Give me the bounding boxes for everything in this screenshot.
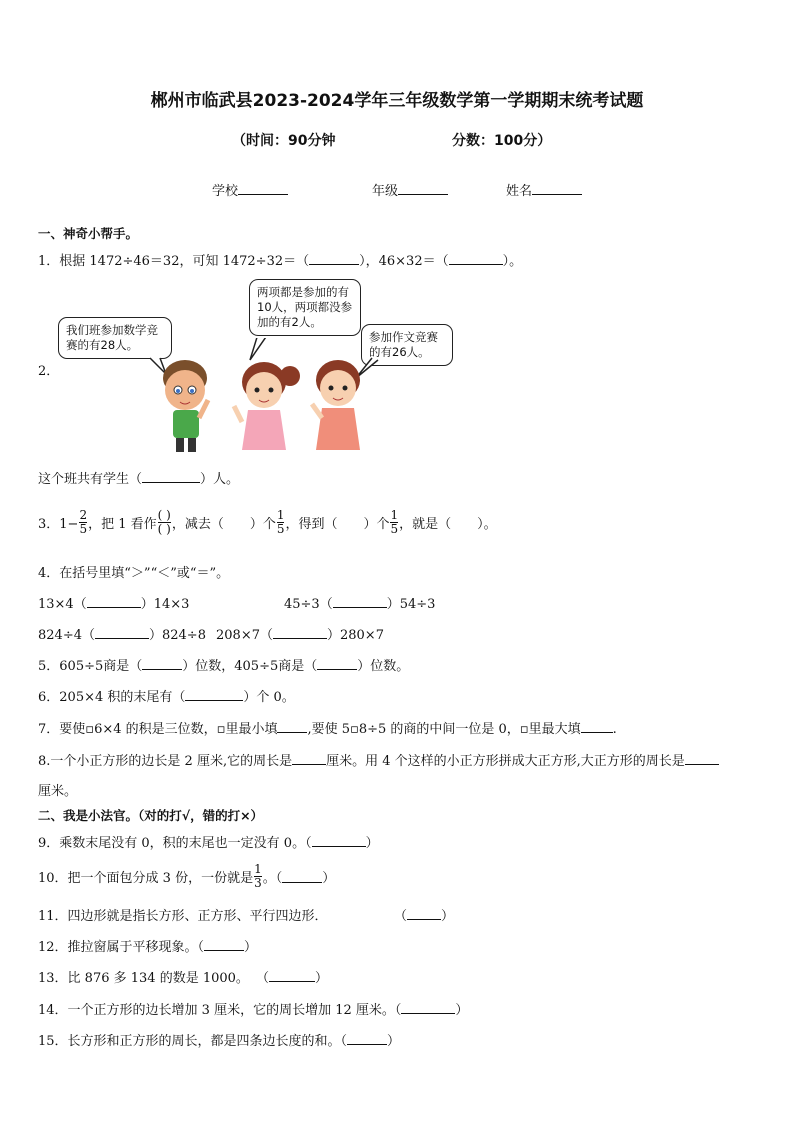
children-illustration bbox=[140, 338, 380, 456]
grade-field[interactable] bbox=[372, 180, 448, 199]
compare-item: 824÷4（ ）824÷8 bbox=[38, 628, 206, 643]
school-label: 学校 bbox=[212, 184, 239, 199]
fraction: $\frac{2}{5}$ bbox=[79, 507, 88, 536]
question-14: 14．一个正方形的边长增加 3 厘米，它的周长增加 12 厘米。（ ） bbox=[38, 1003, 469, 1018]
answer-blank[interactable] bbox=[449, 252, 503, 265]
answer-blank[interactable] bbox=[292, 752, 326, 765]
answer-blank[interactable] bbox=[142, 470, 200, 483]
question-11-answer: （ ） bbox=[394, 909, 455, 924]
question-9: 9．乘数末尾没有 0，积的末尾也一定没有 0。（ ） bbox=[38, 836, 379, 851]
question-3: 3．1− $\frac{2}{5}$ ，把 1 看作 $\frac{( )}{( )}$ ，减去（ ）个 $\frac{1}{5}$ ，得到（ ）个 $\frac{1}{5}$ ，就是（ ）。 bbox=[38, 507, 497, 536]
answer-blank[interactable] bbox=[277, 720, 307, 733]
question-5: 5．605÷5商是（ ）位数，405÷5商是（ ）位数。 bbox=[38, 659, 410, 674]
answer-blank[interactable] bbox=[401, 1001, 455, 1014]
question-8-line-1: 8.一个小正方形的边长是 2 厘米,它的周长是 厘米。用 4 个这样的小正方形拼成大正方形,大正方形的周长是 bbox=[38, 750, 719, 769]
question-12: 12．推拉窗属于平移现象。（ ） bbox=[38, 940, 258, 955]
exam-title: 郴州市临武县2023-2024学年三年级数学第一学期期末统考试题 bbox=[150, 91, 644, 111]
answer-blank[interactable] bbox=[309, 252, 359, 265]
section-1-heading: 一、神奇小帮手。 bbox=[38, 226, 139, 241]
compare-item: 208×7（ ）280×7 bbox=[216, 628, 384, 643]
question-11: 11．四边形就是指长方形、正方形、平行四边形． bbox=[38, 909, 328, 924]
compare-item: 45÷3（ ）54÷3 bbox=[284, 597, 436, 612]
time-label: （时间：90分钟 bbox=[232, 133, 336, 149]
name-label: 姓名 bbox=[506, 184, 533, 199]
answer-blank[interactable] bbox=[142, 657, 182, 670]
answer-blank[interactable] bbox=[333, 595, 387, 608]
fraction: $\frac{1}{5}$ bbox=[390, 507, 399, 536]
answer-blank[interactable] bbox=[273, 626, 327, 639]
fraction: $\frac{1}{5}$ bbox=[276, 507, 285, 536]
name-blank[interactable] bbox=[532, 182, 582, 195]
answer-blank[interactable] bbox=[317, 657, 357, 670]
answer-blank[interactable] bbox=[347, 1032, 387, 1045]
question-4-instruction: 4．在括号里填“＞”“＜”或“＝”。 bbox=[38, 566, 230, 581]
question-2-number: 2． bbox=[38, 364, 60, 379]
name-field[interactable] bbox=[506, 180, 582, 199]
question-2-text: 这个班共有学生（ ）人。 bbox=[38, 472, 240, 487]
question-6: 6．205×4 积的末尾有（ ）个 0。 bbox=[38, 690, 295, 705]
speech-bubble-boy: 我们班参加数学竞赛的有28人。 bbox=[58, 317, 172, 359]
question-7: 7．要使▫6×4 的积是三位数，▫里最小填 ,要使 5▫8÷5 的商的中间一位是 0，▫里最大填 . bbox=[38, 722, 617, 737]
boy-icon bbox=[163, 360, 208, 452]
school-blank[interactable] bbox=[238, 182, 288, 195]
fraction: $\frac{1}{3}$ bbox=[254, 861, 262, 890]
grade-label: 年级 bbox=[372, 184, 399, 199]
fraction-blank[interactable]: $\frac{( )}{( )}$ bbox=[157, 507, 171, 536]
question-15: 15．长方形和正方形的周长，都是四条边长度的和。（ ） bbox=[38, 1034, 401, 1049]
question-13-answer: （ ） bbox=[256, 971, 329, 986]
answer-blank[interactable] bbox=[95, 626, 149, 639]
answer-blank[interactable] bbox=[685, 752, 719, 765]
answer-blank[interactable] bbox=[312, 834, 366, 847]
question-13: 13．比 876 多 134 的数是 1000。 bbox=[38, 971, 249, 986]
answer-blank[interactable] bbox=[204, 938, 244, 951]
girl-1-icon bbox=[234, 362, 300, 450]
grade-blank[interactable] bbox=[398, 182, 448, 195]
answer-blank[interactable] bbox=[581, 720, 613, 733]
school-field[interactable] bbox=[212, 180, 288, 199]
compare-item: 13×4（ ）14×3 bbox=[38, 597, 190, 612]
speech-bubble-girl-1: 两项都是参加的有10人，两项都没参加的有2人。 bbox=[249, 279, 361, 336]
answer-blank[interactable] bbox=[269, 969, 315, 982]
section-2-heading: 二、我是小法官。（对的打√，错的打×） bbox=[38, 808, 264, 823]
bubble-tail-icon bbox=[250, 338, 268, 360]
answer-blank[interactable] bbox=[282, 870, 322, 883]
score-label: 分数：100分） bbox=[452, 133, 552, 149]
bubble-tail-icon bbox=[150, 358, 166, 374]
question-8-line-2: 厘米。 bbox=[38, 784, 78, 799]
girl-2-icon bbox=[312, 360, 360, 450]
answer-blank[interactable] bbox=[185, 688, 243, 701]
question-1: 1．根据 1472÷46＝32，可知 1472÷32＝（ ），46×32＝（ ）。 bbox=[38, 254, 523, 269]
question-10: 10．把一个面包分成 3 份，一份就是 $\frac{1}{3}$ 。（ ） bbox=[38, 861, 336, 890]
answer-blank[interactable] bbox=[87, 595, 141, 608]
speech-bubble-girl-2: 参加作文竞赛的有26人。 bbox=[361, 324, 453, 366]
answer-blank[interactable] bbox=[407, 907, 441, 920]
